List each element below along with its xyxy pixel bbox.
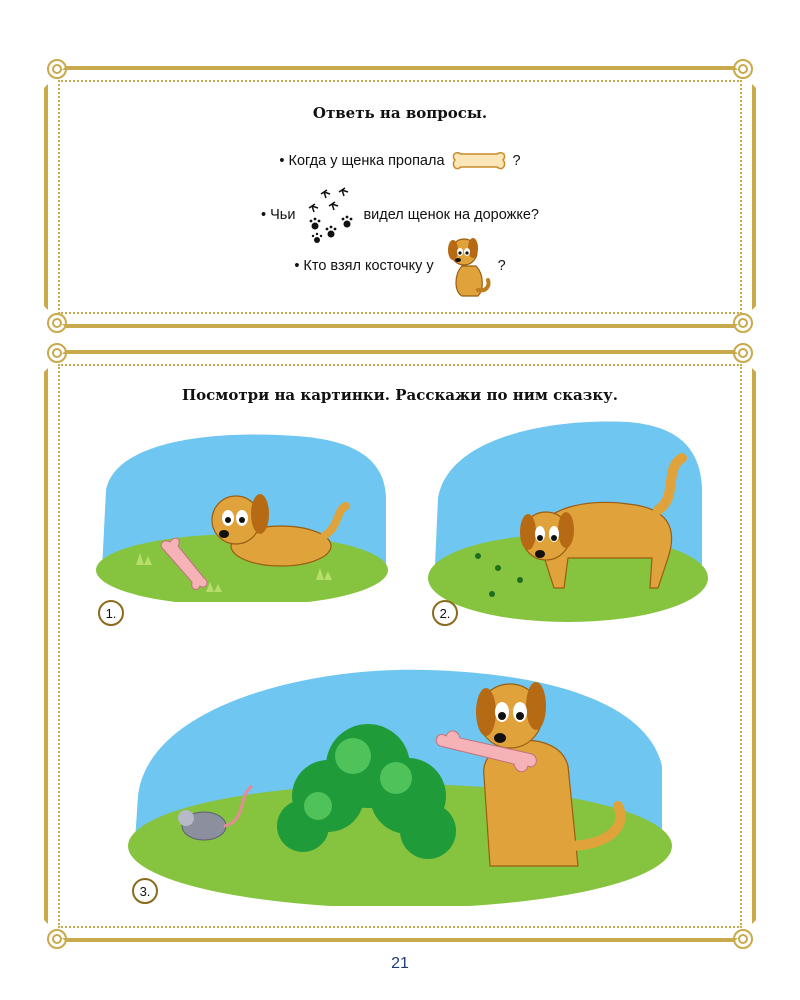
- page-number: 21: [391, 955, 409, 972]
- ornament-corner-icon: [730, 340, 756, 366]
- questions-title: Ответь на вопросы.: [312, 104, 488, 122]
- ornament-corner-icon: [730, 926, 756, 952]
- ornament-corner-icon: [44, 56, 70, 82]
- scene-1-number: 1.: [98, 600, 124, 626]
- question-3: [44, 234, 756, 298]
- scene-3-number: 3.: [132, 878, 158, 904]
- question-1: [44, 148, 756, 174]
- ornament-corner-icon: [44, 310, 70, 336]
- puppy-icon: [440, 234, 492, 298]
- story-title: Посмотри на картинки. Расскажи по ним сказку.: [181, 386, 619, 404]
- ornament-corner-icon: [44, 926, 70, 952]
- question-2-text: • Чьи: [261, 207, 296, 223]
- ornament-corner-icon: [730, 56, 756, 82]
- scene-2-picture: [428, 418, 708, 626]
- ornament-corner-icon: [44, 340, 70, 366]
- question-3-text: • Кто взял косточку у: [294, 258, 434, 274]
- scene-2: [428, 418, 708, 626]
- scene-3: [128, 646, 672, 906]
- bone-icon: [451, 148, 507, 174]
- question-1-text: • Когда у щенка пропала: [279, 153, 445, 169]
- scene-3-picture: [128, 646, 672, 906]
- scene-1-picture: [96, 430, 392, 602]
- scene-2-number: 2.: [432, 600, 458, 626]
- ornament-corner-icon: [730, 310, 756, 336]
- scene-1: [96, 430, 392, 602]
- story-panel: [44, 350, 756, 942]
- question-1-end: ?: [512, 153, 521, 169]
- questions-panel: [44, 66, 756, 328]
- question-3-end: ?: [497, 258, 506, 274]
- question-2-end: видел щенок на дорожке?: [363, 207, 539, 223]
